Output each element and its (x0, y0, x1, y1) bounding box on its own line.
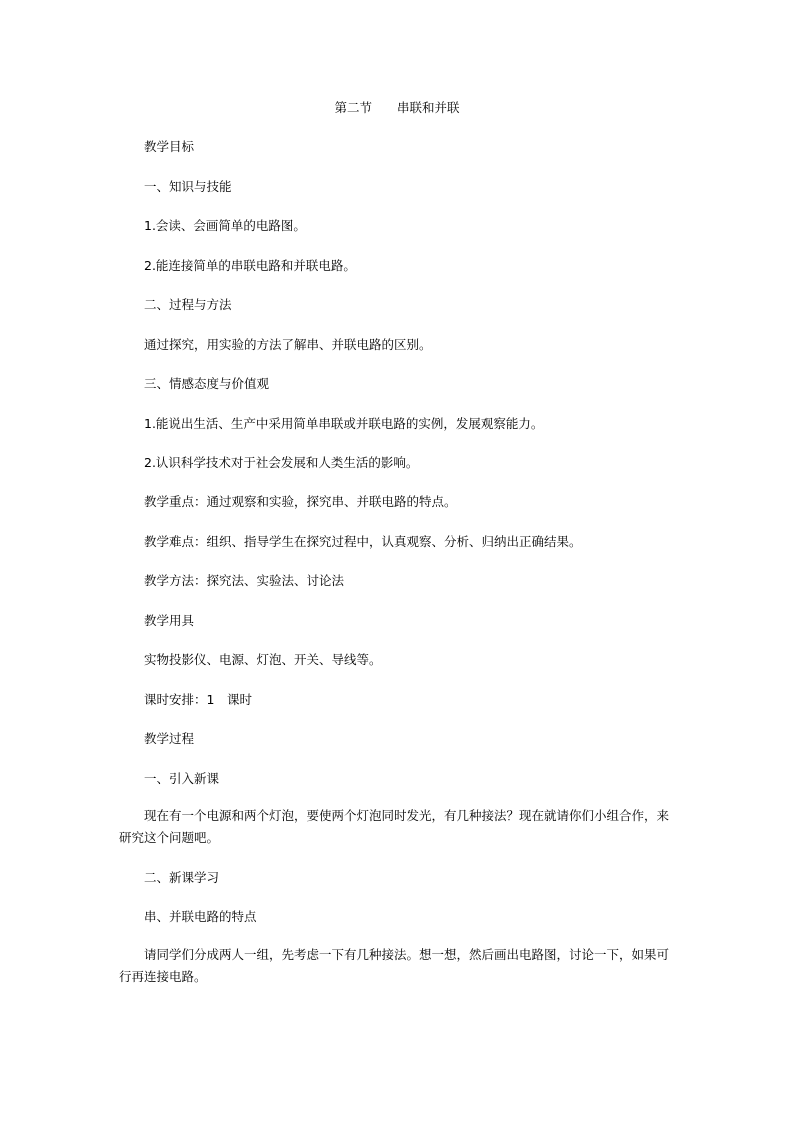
heading-knowledge-skills: 一、知识与技能 (144, 179, 232, 194)
teaching-tools-text: 实物投影仪、电源、灯泡、开关、导线等。 (144, 652, 382, 667)
heading-attitude-values: 三、情感态度与价值观 (144, 376, 270, 391)
section-title: 第二节 串联和并联 (334, 100, 460, 115)
teaching-key-point: 教学重点：通过观察和实验，探究串、并联电路的特点。 (144, 494, 457, 509)
heading-teaching-goals: 教学目标 (144, 139, 195, 154)
attitude-item-1: 1.能说出生活、生产中采用简单串联或并联电路的实例，发展观察能力。 (144, 416, 544, 431)
process-method-text: 通过探究，用实验的方法了解串、并联电路的区别。 (144, 337, 432, 352)
class-schedule: 课时安排：1 课时 (144, 692, 252, 707)
teaching-method: 教学方法：探究法、实验法、讨论法 (144, 573, 345, 588)
goal-item-1: 1.会读、会画简单的电路图。 (144, 218, 306, 233)
heading-teaching-tools: 教学用具 (144, 613, 195, 628)
attitude-item-2: 2.认识科学技术对于社会发展和人类生活的影响。 (144, 455, 419, 470)
teaching-difficulty: 教学难点：组织、指导学生在探究过程中，认真观察、分析、归纳出正确结果。 (144, 534, 582, 549)
goal-item-2: 2.能连接简单的串联电路和并联电路。 (144, 258, 356, 273)
heading-new-lesson: 二、新课学习 (144, 870, 220, 885)
heading-teaching-process: 教学过程 (144, 731, 195, 746)
heading-process-method: 二、过程与方法 (144, 297, 232, 312)
heading-introduce-lesson: 一、引入新课 (144, 771, 220, 786)
heading-circuit-features: 串、并联电路的特点 (144, 909, 257, 924)
activity-paragraph: 请同学们分成两人一组，先考虑一下有几种接法。想一想，然后画出电路图，讨论一下，如果可行再连接电路。 (119, 947, 670, 984)
intro-paragraph: 现在有一个电源和两个灯泡，要使两个灯泡同时发光，有几种接法？现在就请你们小组合作，来研究这个问题吧。 (119, 808, 670, 845)
